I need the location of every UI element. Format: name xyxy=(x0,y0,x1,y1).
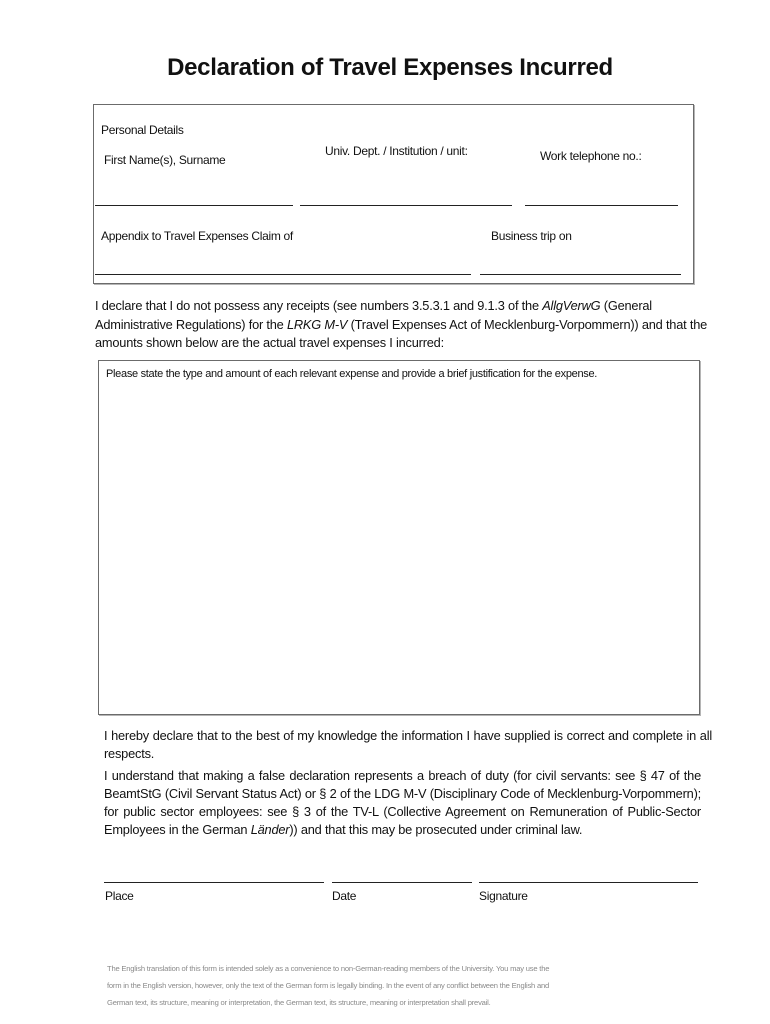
date-label: Date xyxy=(332,889,357,903)
personal-details-label: Personal Details xyxy=(101,123,184,137)
footnote-line-2: form in the English version, however, only the text of the German form is legally binding. In the event of any conflict between the English and xyxy=(107,981,550,990)
phone-field[interactable] xyxy=(525,205,678,206)
dept-field[interactable] xyxy=(300,205,512,206)
expense-details-field[interactable] xyxy=(98,360,700,715)
name-field[interactable] xyxy=(95,205,293,206)
phone-label: Work telephone no.: xyxy=(540,149,642,163)
intro-text-3: (Travel Expenses Act of Mecklenburg-Vorpommern)) and that the amounts shown below are the actual travel expenses I incurred: xyxy=(95,316,708,350)
declaration-correct: I hereby declare that to the best of my knowledge the information I have supplied is correct and complete in all respects. xyxy=(104,728,712,761)
footnote-line-1: The English translation of this form is intended solely as a convenience to non-German-reading members of the University. You may use the xyxy=(107,964,550,973)
declaration-false-text-1: I understand that making a false declaration represents a breach of duty (for civil servants: see § 47 of the BeamtStG (Civil Servant Status Act) or § 2 of the LDG M-V (Disciplinary Code of Mecklenburg-Vorpommern); for public sector employees: see § 3 of the TV-L (Collective Agreement on Remuneration of Public-Sector Employees in the German xyxy=(104,768,701,837)
declaration-false-laender: Länder xyxy=(250,822,290,837)
page-title: Declaration of Travel Expenses Incurred xyxy=(167,54,613,81)
name-label: First Name(s), Surname xyxy=(104,153,226,167)
expense-instruction: Please state the type and amount of each relevant expense and provide a brief justification for the expense. xyxy=(106,368,598,380)
place-label: Place xyxy=(105,889,134,903)
intro-paragraph xyxy=(95,297,717,353)
place-field[interactable] xyxy=(104,882,324,883)
dept-label: Univ. Dept. / Institution / unit: xyxy=(325,144,468,158)
declaration-false-text-2: )) and that this may be prosecuted under criminal law. xyxy=(289,822,583,837)
intro-law-1: AllgVerwG xyxy=(542,298,601,313)
appendix-field[interactable] xyxy=(95,274,471,275)
intro-text-2: (General Administrative Regulations) for the xyxy=(95,298,652,332)
intro-text-1: I declare that I do not possess any receipts (see numbers 3.5.3.1 and 9.1.3 of the xyxy=(95,298,543,313)
intro-law-2: LRKG M-V xyxy=(286,316,348,332)
appendix-label: Appendix to Travel Expenses Claim of xyxy=(101,229,293,243)
date-field[interactable] xyxy=(332,882,472,883)
declaration-false xyxy=(104,767,701,839)
footnote-line-3: German text, its structure, meaning or interpretation, the German text, its structure, meaning or interpretation shall prevail. xyxy=(107,998,491,1007)
trip-field[interactable] xyxy=(480,274,681,275)
signature-field[interactable] xyxy=(479,882,698,883)
trip-label: Business trip on xyxy=(491,229,572,243)
signature-label: Signature xyxy=(479,889,528,903)
